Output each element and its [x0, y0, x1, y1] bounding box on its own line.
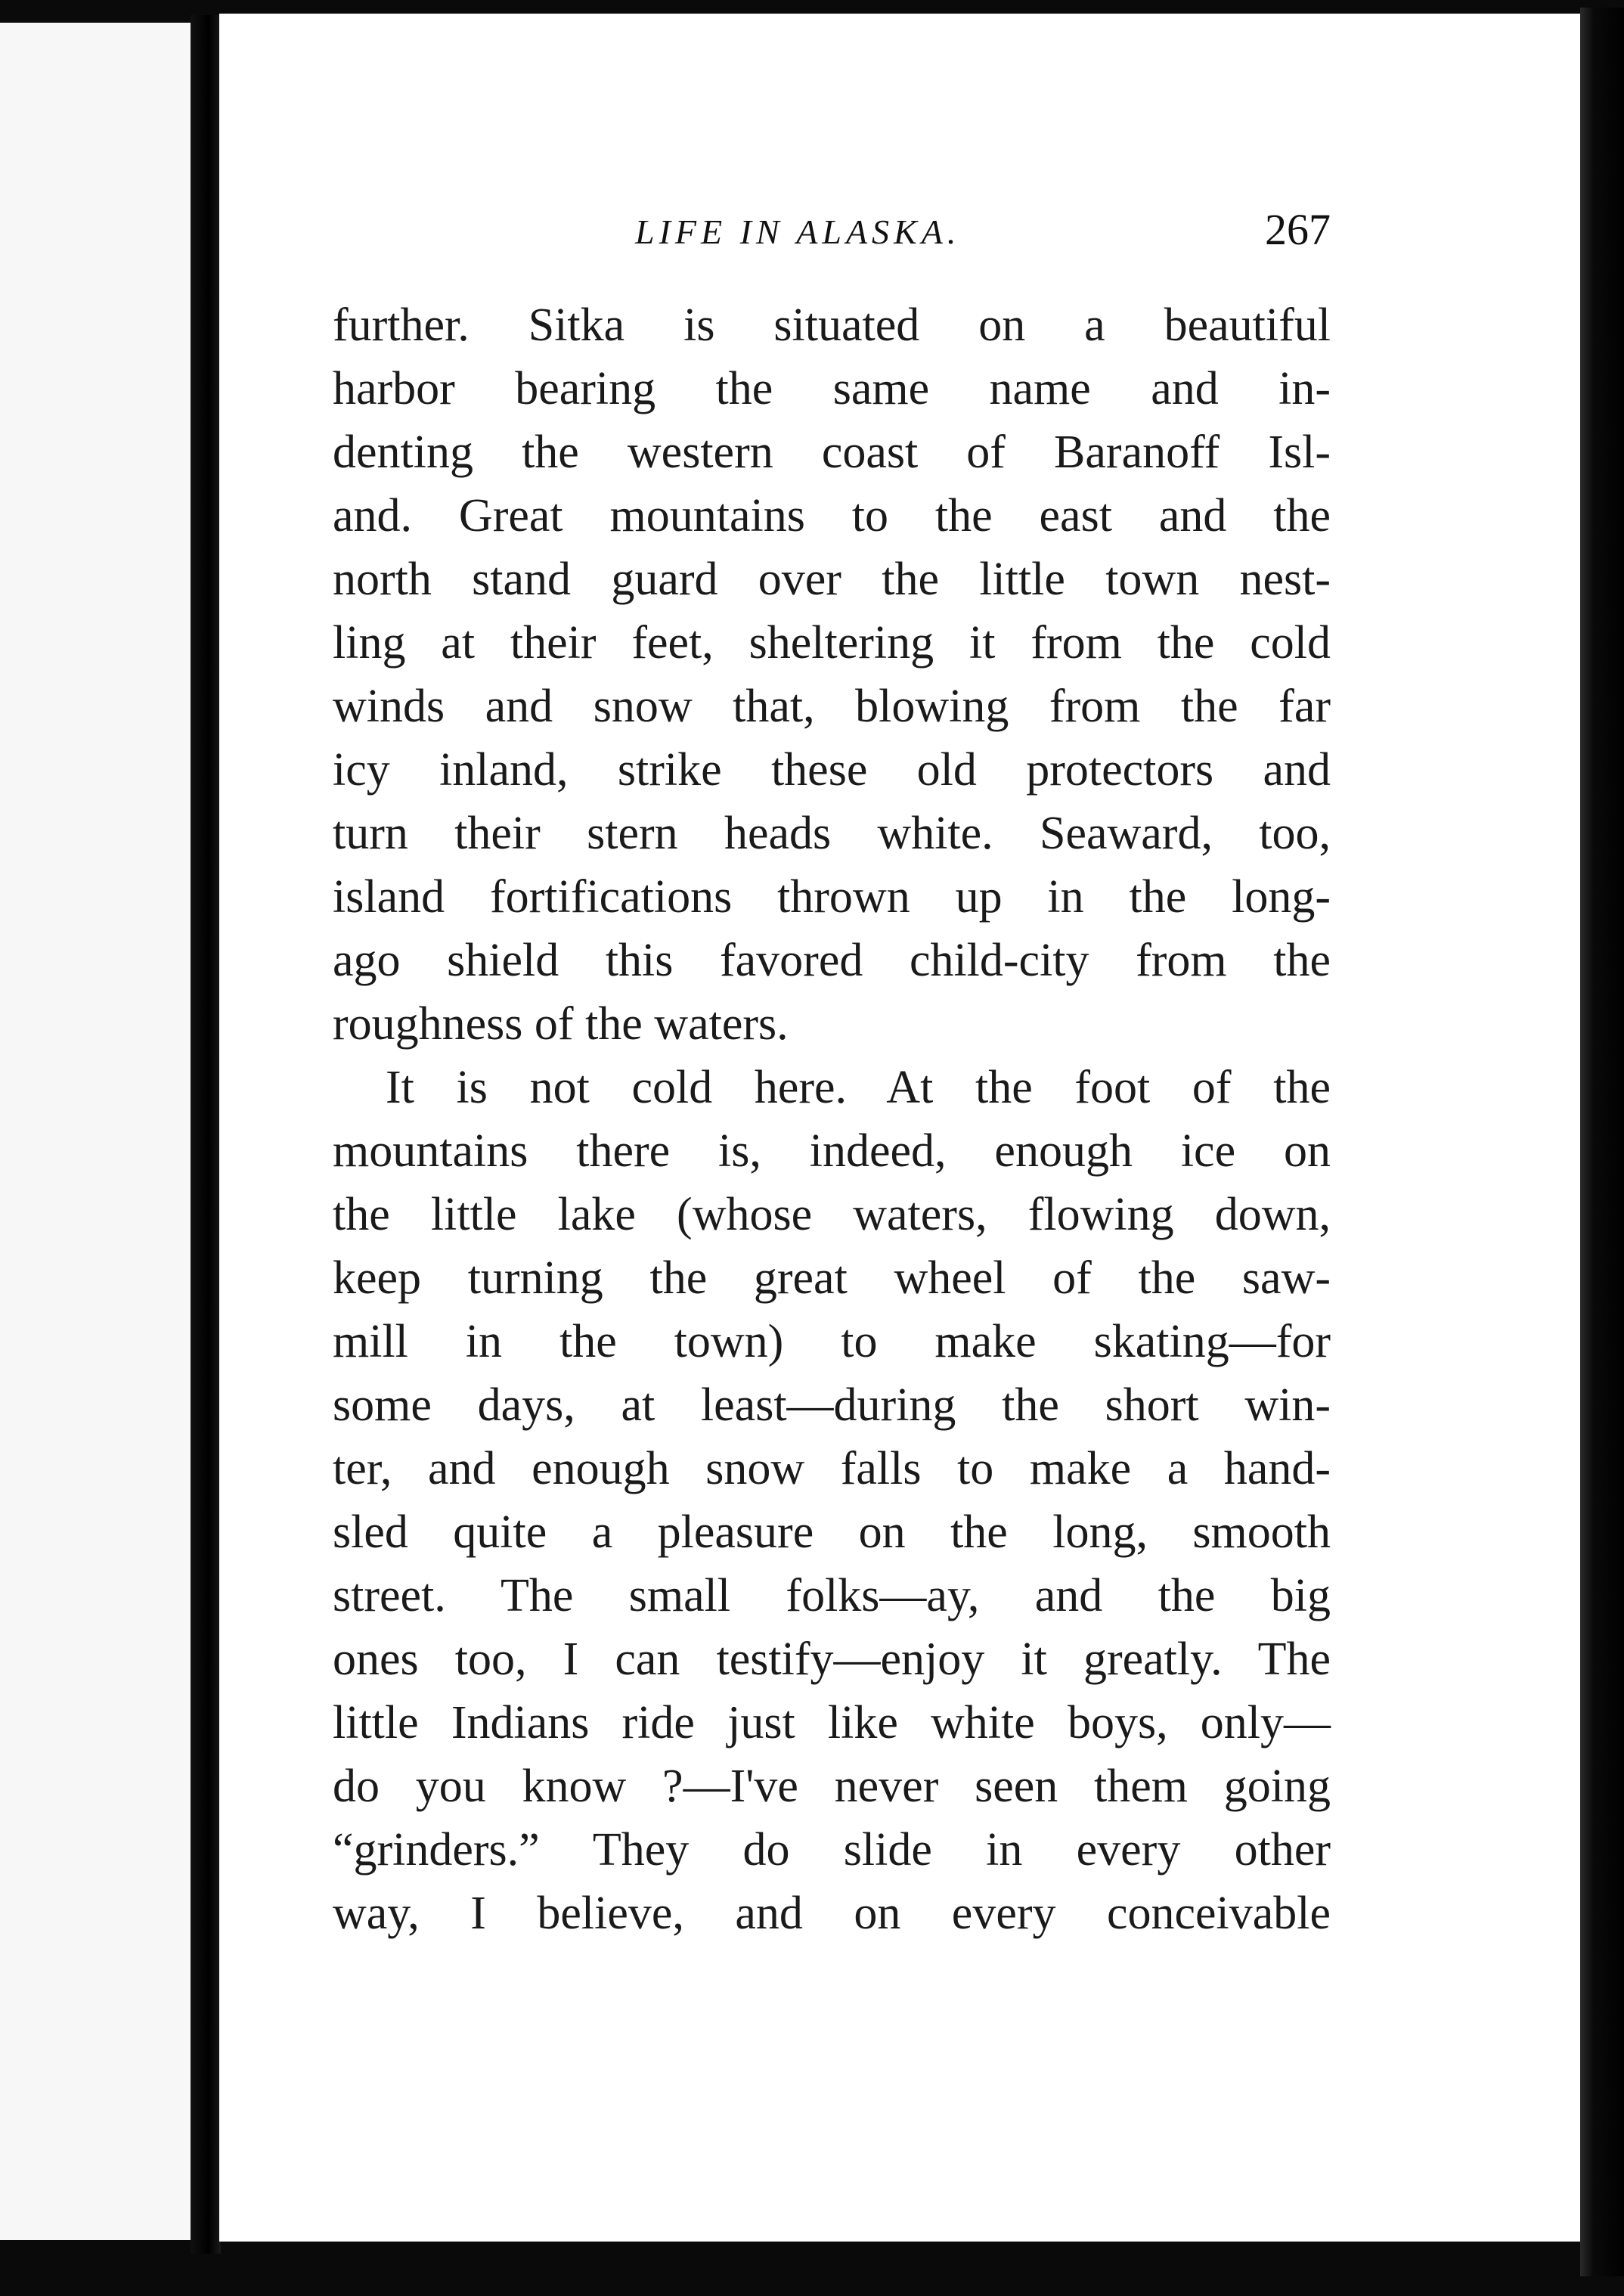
text-line: way, I believe, and on every conceivable	[333, 1888, 1331, 1939]
text-line: roughness of the waters.	[333, 998, 789, 1050]
text-line: do you know ?—I've never seen them going	[333, 1761, 1331, 1812]
text-line: ones too, I can testify—enjoy it greatly. The	[333, 1634, 1331, 1685]
text-line: It is not cold here. At the foot of the	[386, 1062, 1331, 1113]
text-line: island fortifications thrown up in the long-	[333, 871, 1331, 923]
book-spine-shadow	[191, 15, 221, 2254]
running-head	[333, 204, 1331, 265]
text-line: winds and snow that, blowing from the far	[333, 681, 1331, 732]
text-line: ter, and enough snow falls to make a hand-	[333, 1443, 1331, 1494]
text-line: little Indians ride just like white boys, only—	[333, 1697, 1331, 1748]
body-text	[333, 293, 1331, 1945]
text-line: ago shield this favored child-city from the	[333, 935, 1331, 986]
text-line: icy inland, strike these old protectors and	[333, 744, 1331, 796]
text-line: further. Sitka is situated on a beautiful	[333, 299, 1331, 351]
text-line: keep turning the great wheel of the saw-	[333, 1252, 1331, 1304]
page-right-edge	[1580, 8, 1624, 2276]
text-line: the little lake (whose waters, flowing down,	[333, 1189, 1331, 1240]
text-line: north stand guard over the little town nest-	[333, 554, 1331, 605]
text-line: some days, at least—during the short win-	[333, 1379, 1331, 1431]
text-line: mill in the town) to make skating—for	[333, 1316, 1331, 1367]
text-line: denting the western coast of Baranoff Isl-	[333, 427, 1331, 478]
text-line: street. The small folks—ay, and the big	[333, 1570, 1331, 1621]
page-number: 267	[1265, 205, 1331, 254]
text-line: harbor bearing the same name and in-	[333, 363, 1331, 414]
text-line: and. Great mountains to the east and the	[333, 490, 1331, 541]
text-line: ling at their feet, sheltering it from the cold	[333, 617, 1331, 669]
text-line: “grinders.” They do slide in every other	[333, 1824, 1331, 1876]
text-line: mountains there is, indeed, enough ice on	[333, 1125, 1331, 1177]
left-page-edge	[0, 23, 191, 2240]
text-line: turn their stern heads white. Seaward, too,	[333, 808, 1331, 859]
running-title: LIFE IN ALASKA.	[635, 213, 961, 251]
text-line: sled quite a pleasure on the long, smooth	[333, 1506, 1331, 1558]
